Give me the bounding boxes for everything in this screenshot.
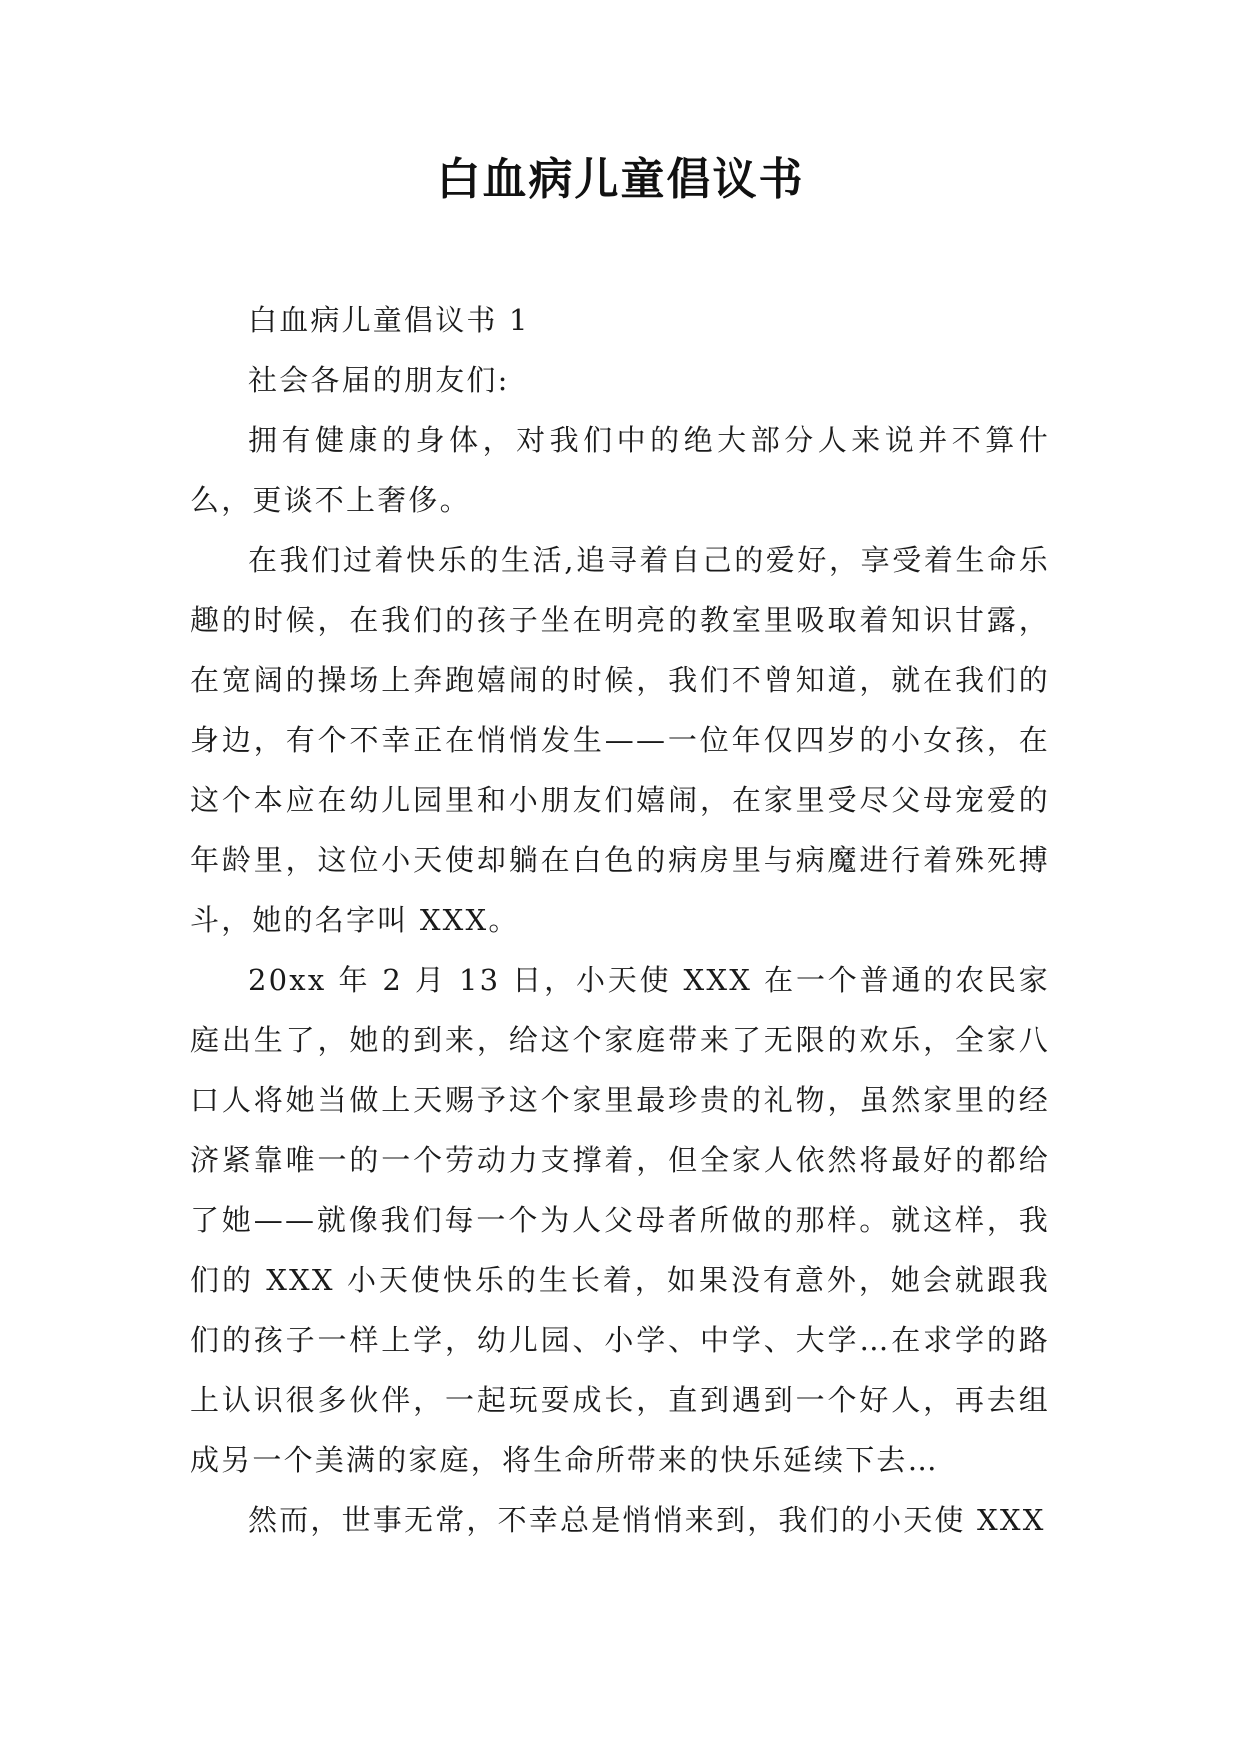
- document-body: [190, 290, 1050, 1550]
- paragraph: 然而，世事无常，不幸总是悄悄来到，我们的小天使 XXX: [248, 1503, 1046, 1537]
- paragraph: 拥有健康的身体，对我们中的绝大部分人来说并不算什么，更谈不上奢侈。: [190, 423, 1050, 517]
- document-title: 白血病儿童倡议书: [436, 154, 805, 205]
- paragraph-heading: 白血病儿童倡议书 1: [248, 303, 530, 337]
- paragraph-salutation: 社会各届的朋友们:: [248, 363, 510, 397]
- paragraph: 20xx 年 2 月 13 日，小天使 XXX 在一个普通的农民家庭出生了，她的到来，给这个家庭带来了无限的欢乐，全家八口人将她当做上天赐予这个家里最珍贵的礼物，虽然家里的经济紧靠唯一的一个劳动力支撑着，但全家人依然将最好的都给了她——就像我们每一个为人父母者所做的那样。就这样，我们的 XXX 小天使快乐的生长着，如果没有意外，她会就跟我们的孩子一样上学，幼儿园、小学、中学、大学…在求学的路上认识很多伙伴，一起玩耍成长，直到遇到一个好人，再去组成另一个美满的家庭，将生命所带来的快乐延续下去…: [190, 963, 1050, 1477]
- paragraph: 在我们过着快乐的生活,追寻着自己的爱好，享受着生命乐趣的时候，在我们的孩子坐在明亮的教室里吸取着知识甘露，在宽阔的操场上奔跑嬉闹的时候，我们不曾知道，就在我们的身边，有个不幸正在悄悄发生——一位年仅四岁的小女孩，在这个本应在幼儿园里和小朋友们嬉闹，在家里受尽父母宠爱的年龄里，这位小天使却躺在白色的病房里与病魔进行着殊死搏斗，她的名字叫 XXX。: [190, 543, 1050, 937]
